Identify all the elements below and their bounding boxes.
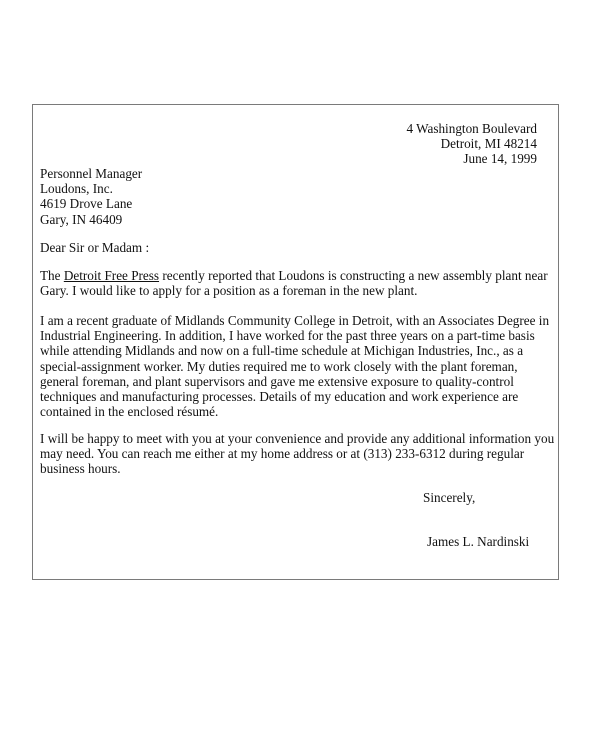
p1-rest: recently reported that Loudons is constructing a new assembly plant near	[159, 268, 548, 283]
paragraph-1	[40, 268, 548, 298]
recipient-address	[40, 166, 142, 227]
recipient-street: 4619 Drove Lane	[40, 196, 133, 212]
p2-line: Industrial Engineering. In addition, I have worked for the past three years on a part-time basis	[40, 328, 535, 344]
p2-line: I am a recent graduate of Midlands Community College in Detroit, with an Associates Degree in	[40, 313, 550, 328]
sender-street: 4 Washington Boulevard	[406, 121, 537, 136]
sender-city: Detroit, MI 48214	[440, 136, 537, 152]
p2-line: techniques and manufacturing processes. Details of my education and work experience are	[40, 388, 519, 404]
p3-line: I will be happy to meet with you at your convenience and provide any additional information you	[40, 431, 555, 446]
p2-line: contained in the enclosed résumé.	[40, 404, 219, 420]
closing: Sincerely,	[423, 490, 476, 505]
letter-date: June 14, 1999	[463, 151, 537, 167]
salutation: Dear Sir or Madam :	[40, 240, 150, 255]
recipient-city: Gary, IN 46409	[40, 211, 123, 227]
signature-name: James L. Nardinski	[427, 534, 530, 549]
recipient-company: Loudons, Inc.	[40, 181, 113, 197]
paragraph-2	[40, 313, 549, 419]
p2-line: special-assignment worker. My duties required me to work closely with the plant foreman,	[40, 358, 518, 374]
p1-line: Gary. I would like to apply for a position as a foreman in the new plant.	[40, 283, 418, 299]
p1-intro: The	[40, 268, 64, 283]
p3-line: may need. You can reach me either at my home address or at (313) 233-6312 during regular	[40, 446, 525, 462]
letter-page	[32, 104, 559, 580]
p2-line: general foreman, and plant supervisors and gave me extensive exposure to quality-control	[40, 373, 514, 389]
newspaper-title: Detroit Free Press	[63, 268, 160, 283]
sender-address	[406, 121, 537, 167]
paragraph-3	[40, 431, 554, 477]
p3-line: business hours.	[40, 461, 121, 477]
p2-line: while attending Midlands and now on a full-time schedule at Michigan Industries, Inc., as a	[40, 343, 524, 359]
recipient-title: Personnel Manager	[40, 166, 143, 181]
